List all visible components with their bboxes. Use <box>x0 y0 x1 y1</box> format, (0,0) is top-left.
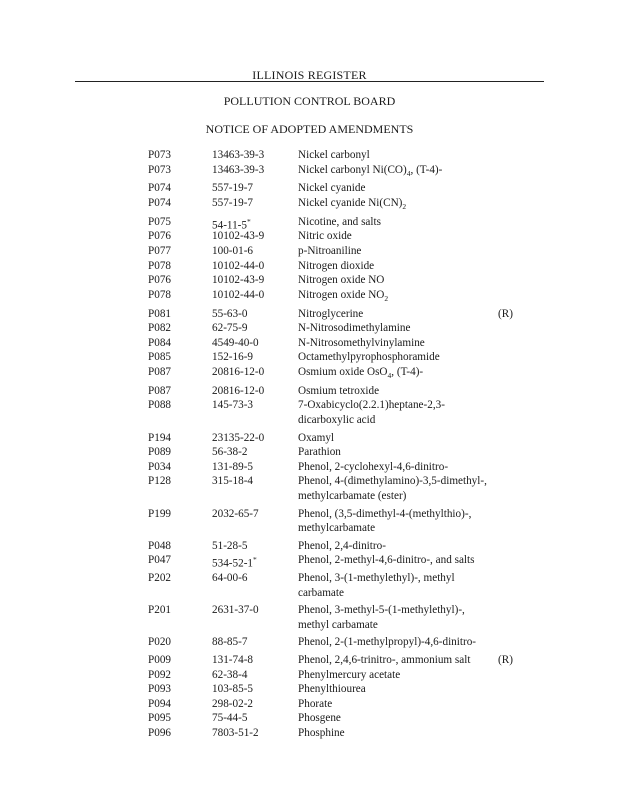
waste-code: P202 <box>148 571 172 584</box>
substance-name: Phenol, 4-(dimethylamino)-3,5-dimethyl-, methylcarbamate (ester) <box>298 475 487 502</box>
cas-number: 131-89-5 <box>212 460 254 473</box>
waste-code: P085 <box>148 351 172 364</box>
board-title: POLLUTION CONTROL BOARD <box>223 94 396 108</box>
cas-number: 298-02-2 <box>212 697 254 710</box>
table-row <box>148 474 528 503</box>
substance-name: Nitrogen oxide NO <box>298 274 385 287</box>
header-rule <box>75 81 544 82</box>
waste-code: P082 <box>148 322 172 335</box>
table-row <box>148 682 528 697</box>
substance-name: N-Nitrosodimethylamine <box>298 322 411 335</box>
table-row <box>148 273 528 288</box>
cas-number: 88-85-7 <box>212 636 248 649</box>
cas-number: 4549-40-0 <box>212 336 259 349</box>
table-row <box>148 726 528 741</box>
substance-name: Phenol, 2-methyl-4,6-dinitro-, and salts <box>298 554 475 567</box>
waste-code: P088 <box>148 399 172 412</box>
table-row <box>148 507 528 536</box>
cas-number: 131-74-8 <box>212 653 254 666</box>
table-row <box>148 288 528 307</box>
cas-number: 557-19-7 <box>212 197 254 210</box>
substance-name: Nitrogen oxide $NO_2$ <box>298 288 389 304</box>
waste-code: P128 <box>148 475 172 488</box>
table-row <box>148 603 528 632</box>
cas-number: 7803-51-2 <box>212 726 259 739</box>
table-row <box>148 431 528 446</box>
table-row <box>148 148 528 163</box>
cas-number: 56-38-2 <box>212 446 248 459</box>
substance-name: Parathion <box>298 446 341 459</box>
waste-code-table <box>148 148 528 741</box>
waste-code: P095 <box>148 712 172 725</box>
waste-code: P048 <box>148 539 172 552</box>
table-row <box>148 398 528 427</box>
substance-name: Phenol, (3,5-dimethyl-4-(methylthio)-, methylcarbamate <box>298 507 472 535</box>
cas-number: 64-00-6 <box>212 571 248 584</box>
substance-name: Phenol, 2,4,6-trinitro-, ammonium salt <box>298 653 471 666</box>
waste-code: P094 <box>148 697 172 710</box>
table-row <box>148 539 528 554</box>
cas-number: 2032-65-7 <box>212 507 259 520</box>
waste-code: P076 <box>148 230 172 243</box>
cas-number: 20816-12-0 <box>212 366 265 379</box>
cas-number: 10102-44-0 <box>212 259 265 272</box>
table-row <box>148 697 528 712</box>
reactivity-flag: (R) <box>498 653 513 666</box>
waste-code: P074 <box>148 182 172 195</box>
substance-name: N-Nitrosomethylvinylamine <box>298 336 425 349</box>
substance-name: Phenol, 2-(1-methylpropyl)-4,6-dinitro- <box>298 636 477 649</box>
reactivity-flag: (R) <box>498 307 513 320</box>
waste-code: P194 <box>148 431 172 444</box>
substance-name: Oxamyl <box>298 431 335 444</box>
substance-name: Nickel carbonyl $Ni(CO)_4$, (T-4)- <box>298 163 443 178</box>
cas-number: 152-16-9 <box>212 351 254 364</box>
waste-code: P089 <box>148 446 172 459</box>
waste-code: P078 <box>148 288 172 301</box>
waste-code: P076 <box>148 274 172 287</box>
substance-name: Phosphine <box>298 726 345 739</box>
cas-number: 534-52-1* <box>212 555 257 571</box>
substance-name: Osmium tetroxide <box>298 384 380 397</box>
waste-code: P199 <box>148 507 172 520</box>
waste-code: P020 <box>148 636 172 649</box>
table-row <box>148 336 528 351</box>
substance-name: Phenol, 3-(1-methylethyl)-, methyl carbamate <box>298 571 455 599</box>
substance-name: 7-Oxabicyclo(2.2.1)heptane-2,3-dicarboxylic acid <box>298 399 445 427</box>
substance-name: Phenol, 2-cyclohexyl-4,6-dinitro- <box>298 460 449 473</box>
cas-number: 10102-43-9 <box>212 230 265 243</box>
table-row <box>148 460 528 475</box>
cas-number: 100-01-6 <box>212 245 254 258</box>
cas-number: 54-11-5* <box>212 216 251 232</box>
substance-name: Nitroglycerine <box>298 307 364 320</box>
substance-name: Phenol, 2,4-dinitro- <box>298 539 386 552</box>
substance-name: Phenylthiourea <box>298 683 366 696</box>
waste-code: P075 <box>148 215 172 228</box>
cas-number: 10102-44-0 <box>212 288 265 301</box>
waste-code: P034 <box>148 460 172 473</box>
cas-number: 75-44-5 <box>212 712 248 725</box>
substance-name: Nickel carbonyl <box>298 149 370 161</box>
substance-name: Nitrogen dioxide <box>298 259 375 272</box>
waste-code: P201 <box>148 604 172 617</box>
substance-name: Osmium oxide OsO$_4$, (T-4)- <box>298 366 424 381</box>
table-row <box>148 307 528 322</box>
cas-number: 51-28-5 <box>212 539 248 552</box>
waste-code: P096 <box>148 726 172 739</box>
table-row <box>148 215 528 230</box>
table-row <box>148 259 528 274</box>
table-row <box>148 711 528 726</box>
cas-number: 145-73-3 <box>212 399 254 412</box>
substance-name: Nickel cyanide <box>298 182 366 195</box>
cas-number: 23135-22-0 <box>212 431 265 444</box>
table-row <box>148 244 528 259</box>
waste-code: P093 <box>148 683 172 696</box>
cas-number: 62-75-9 <box>212 322 248 335</box>
substance-name: Phenylmercury acetate <box>298 668 401 681</box>
substance-name: Nitric oxide <box>298 230 352 243</box>
substance-name: Octamethylpyrophosphoramide <box>298 351 440 364</box>
table-row <box>148 196 528 215</box>
table-row <box>148 229 528 244</box>
waste-code: P084 <box>148 336 172 349</box>
cas-number: 55-63-0 <box>212 307 248 320</box>
cas-number: 10102-43-9 <box>212 274 265 287</box>
waste-code: P073 <box>148 163 172 176</box>
waste-code: P073 <box>148 149 172 161</box>
table-row <box>148 445 528 460</box>
cas-number: 103-85-5 <box>212 683 254 696</box>
table-row <box>148 553 528 571</box>
cas-number: 62-38-4 <box>212 668 248 681</box>
waste-code: P078 <box>148 259 172 272</box>
waste-code: P077 <box>148 245 172 258</box>
substance-name: Phenol, 3-methyl-5-(1-methylethyl)-, methyl carbamate <box>298 604 465 631</box>
table-row <box>148 668 528 683</box>
waste-code: P009 <box>148 653 172 666</box>
table-row <box>148 635 528 650</box>
cas-number: 2631-37-0 <box>212 604 259 617</box>
table-row <box>148 350 528 365</box>
waste-code: P081 <box>148 307 172 320</box>
substance-name: p-Nitroaniline <box>298 245 362 258</box>
table-row <box>148 163 528 182</box>
table-row <box>148 181 528 196</box>
cas-number: 315-18-4 <box>212 475 254 488</box>
substance-name: Nicotine, and salts <box>298 215 381 228</box>
cas-number: 20816-12-0 <box>212 384 265 397</box>
substance-name: Phorate <box>298 697 333 710</box>
waste-code: P092 <box>148 668 172 681</box>
table-row <box>148 321 528 336</box>
waste-code: P047 <box>148 554 172 567</box>
notice-title: NOTICE OF ADOPTED AMENDMENTS <box>205 122 414 136</box>
table-row <box>148 365 528 384</box>
waste-code: P087 <box>148 366 172 379</box>
cas-number: 13463-39-3 <box>212 149 265 161</box>
waste-code: P087 <box>148 384 172 397</box>
substance-name: Phosgene <box>298 712 341 725</box>
table-row <box>148 571 528 600</box>
cas-number: 557-19-7 <box>212 182 254 195</box>
cas-number: 13463-39-3 <box>212 163 265 176</box>
waste-code: P074 <box>148 197 172 210</box>
table-row <box>148 653 528 668</box>
register-title: ILLINOIS REGISTER <box>252 68 367 82</box>
table-row <box>148 384 528 399</box>
substance-name: Nickel cyanide $Ni(CN)_2$ <box>298 197 407 212</box>
